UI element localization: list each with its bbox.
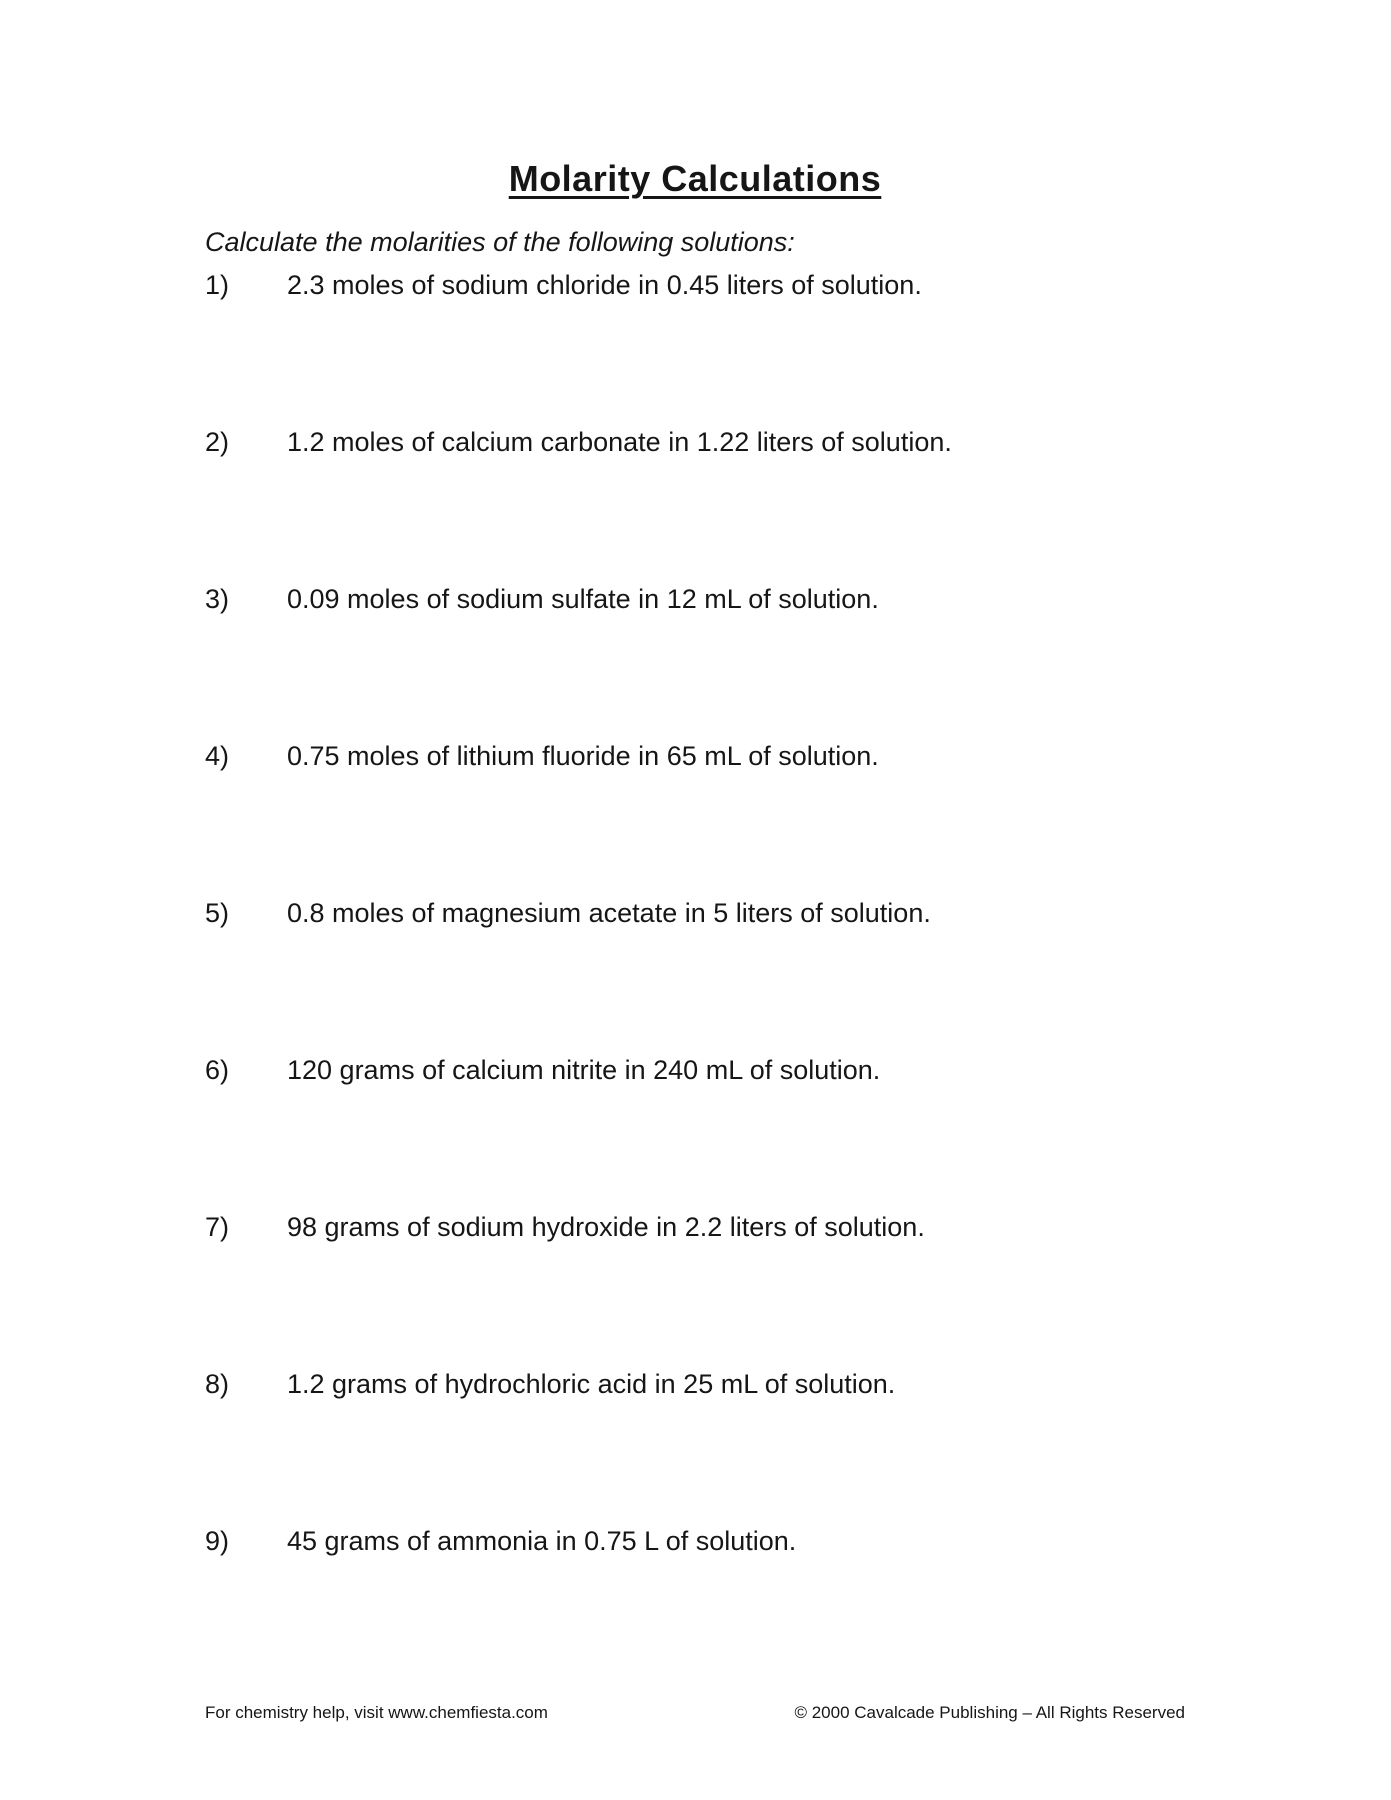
problem-text: 1.2 moles of calcium carbonate in 1.22 liters of solution. [287,427,952,458]
problem-text: 0.8 moles of magnesium acetate in 5 liters of solution. [287,898,931,929]
footer-copyright: © 2000 Cavalcade Publishing – All Rights Reserved [794,1703,1185,1722]
instruction-text: Calculate the molarities of the following solutions: [205,227,795,258]
problem-item [205,584,1185,615]
problem-text: 0.75 moles of lithium fluoride in 65 mL of solution. [287,741,879,772]
problem-item [205,898,1185,929]
problem-number: 9) [205,1526,230,1557]
problem-text: 98 grams of sodium hydroxide in 2.2 liters of solution. [287,1212,925,1243]
problem-item [205,1369,1185,1400]
problem-number: 3) [205,584,230,615]
problem-number: 4) [205,741,230,772]
problem-number: 2) [205,427,230,458]
problem-text: 45 grams of ammonia in 0.75 L of solution. [287,1526,797,1557]
problem-text: 2.3 moles of sodium chloride in 0.45 liters of solution. [287,270,922,301]
problem-item [205,270,1185,301]
problem-item [205,1055,1185,1086]
problem-text: 120 grams of calcium nitrite in 240 mL of solution. [287,1055,881,1086]
problem-list [205,270,1185,1557]
problem-item [205,427,1185,458]
page-title: Molarity Calculations [508,158,882,199]
problem-number: 7) [205,1212,230,1243]
problem-text: 0.09 moles of sodium sulfate in 12 mL of solution. [287,584,879,615]
problem-text: 1.2 grams of hydrochloric acid in 25 mL of solution. [287,1369,896,1400]
problem-number: 6) [205,1055,230,1086]
footer-help-text: For chemistry help, visit www.chemfiesta.com [205,1703,548,1722]
problem-item [205,741,1185,772]
problem-item [205,1212,1185,1243]
problem-item [205,1526,1185,1557]
problem-number: 8) [205,1369,230,1400]
problem-number: 5) [205,898,230,929]
problem-number: 1) [205,270,230,301]
page-footer [205,1703,1185,1723]
